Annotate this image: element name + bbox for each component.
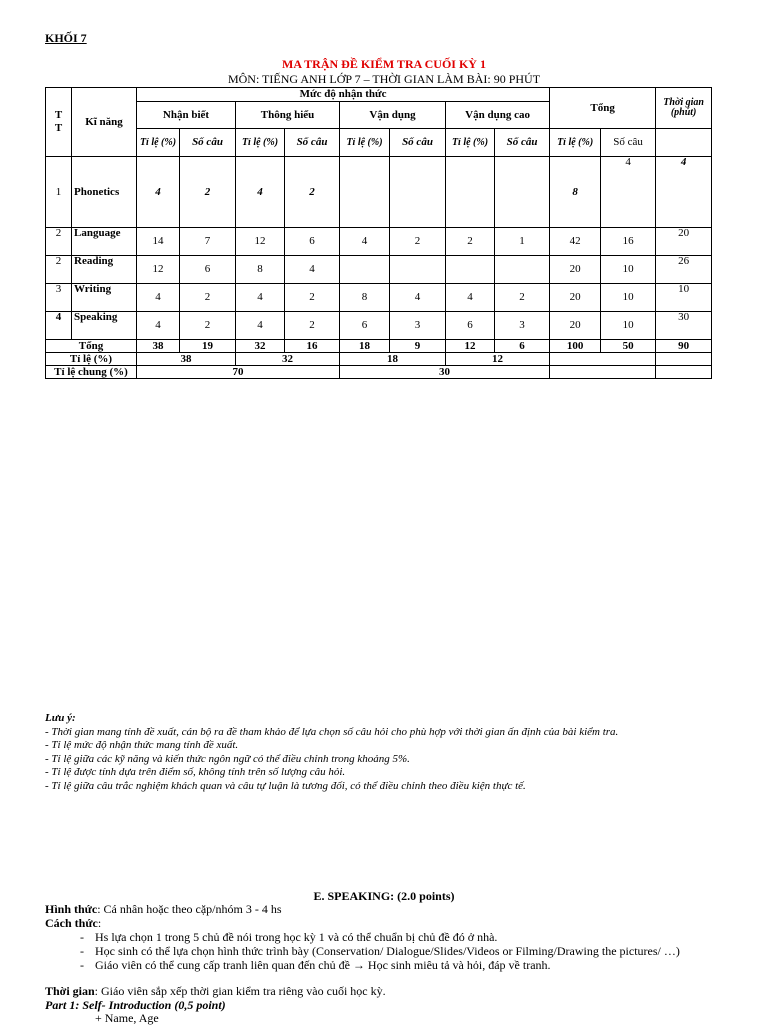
cell-value: 4 [340,228,390,256]
total-value: 16 [285,340,340,353]
header-tt: T T [46,88,72,157]
total-value: 100 [550,340,601,353]
part1-item: + Name, Age [95,1011,159,1025]
cell-time: 30 [656,312,712,340]
total-value: 38 [137,340,180,353]
method-bullet: Giáo viên có thể cung cấp tranh liên quan đến chủ đề → Học sinh miêu tả và hỏi, đáp về tranh. [95,958,551,972]
cell-value: 2 [390,228,446,256]
sub-rate: Tỉ lệ (%) [236,129,285,157]
notes-section [45,712,745,793]
level-recognition: Nhận biết [137,102,236,129]
row-tt: 4 [46,312,72,340]
cell-value: 8 [550,157,601,228]
table-row [46,312,712,340]
time-text: : Giáo viên sắp xếp thời gian kiểm tra riêng vào cuối học kỳ. [94,984,386,998]
note-item: - Tỉ lệ giữa các kỹ năng và kiến thức ngôn ngữ có thể điều chỉnh trong khoảng 5%. [45,752,410,765]
cell-value: 3 [495,312,550,340]
cell-value: 6 [446,312,495,340]
sub-rate: Tỉ lệ (%) [550,129,601,157]
part1-heading: Part 1: Self- Introduction (0,5 point) [45,998,226,1012]
ratio-row [46,353,712,366]
method-bullet: Học sinh có thể lựa chọn hình thức trình bày (Conservation/ Dialogue/Slides/Videos or Filming/Drawing the pictures/ …) [95,944,680,958]
cell-value: 12 [137,256,180,284]
sub-count: Số câu [285,129,340,157]
empty-cell [656,129,712,157]
cell-value: 4 [137,312,180,340]
total-row [46,340,712,353]
empty-cell [656,366,712,379]
total-value: 32 [236,340,285,353]
cell-value: 1 [495,228,550,256]
row-skill: Reading [72,256,137,284]
cell-value: 16 [601,228,656,256]
cell-value: 20 [550,256,601,284]
ratio-value: 32 [236,353,340,366]
general-ratio-value: 70 [137,366,340,379]
cell-time: 10 [656,284,712,312]
sub-rate: Tỉ lệ (%) [446,129,495,157]
sub-count: Số câu [390,129,446,157]
cell-value: 6 [340,312,390,340]
sub-rate: Tỉ lệ (%) [340,129,390,157]
level-application: Vận dụng [340,102,446,129]
grade-label: KHỐI 7 [45,31,87,45]
cell-value: 4 [236,312,285,340]
sub-count: Số câu [495,129,550,157]
sub-count: Số câu [601,129,656,157]
cell-value: 42 [550,228,601,256]
cell-value: 6 [180,256,236,284]
row-skill: Phonetics [72,157,137,228]
cell-value: 7 [180,228,236,256]
cell-value: 4 [285,256,340,284]
empty-cell [550,353,656,366]
level-comprehension: Thông hiểu [236,102,340,129]
cell-value [340,256,390,284]
list-item: - Hs lựa chọn 1 trong 5 chủ đề nói trong học kỳ 1 và có thể chuẩn bị chủ đề đó ở nhà. [80,930,498,944]
method-colon: : [97,916,102,930]
general-ratio-label: Tỉ lệ chung (%) [46,366,137,379]
row-tt: 2 [46,256,72,284]
notes-heading: Lưu ý: [45,712,76,724]
cell-value [495,256,550,284]
ratio-value: 18 [340,353,446,366]
total-label: Tổng [46,340,137,353]
cell-value: 4 [390,284,446,312]
cell-value [340,157,390,228]
cell-value: 2 [495,284,550,312]
cell-value: 4 [137,157,180,228]
header-time: Thời gian (phút) [656,88,712,129]
cell-value: 8 [236,256,285,284]
list-item: - Học sinh có thể lựa chọn hình thức trình bày (Conservation/ Dialogue/Slides/Videos or Filming/Drawing the pictures/ …) [80,944,680,958]
cell-value: 20 [550,312,601,340]
ratio-value: 38 [137,353,236,366]
ratio-value: 12 [446,353,550,366]
table-row [46,157,712,228]
table-row [46,228,712,256]
cell-time: 20 [656,228,712,256]
cell-value: 14 [137,228,180,256]
cell-value [390,256,446,284]
speaking-time [45,984,386,998]
form-text: : Cá nhân hoặc theo cặp/nhóm 3 - 4 hs [97,902,282,916]
ratio-label: Tỉ lệ (%) [46,353,137,366]
cell-value: 4 [137,284,180,312]
general-ratio-row [46,366,712,379]
test-matrix-table [45,87,712,379]
header-total: Tổng [550,88,656,129]
row-tt: 1 [46,157,72,228]
cell-value [446,256,495,284]
general-ratio-value: 30 [340,366,550,379]
note-item: - Tỉ lệ được tính dựa trên điểm số, không tính trên số lượng câu hỏi. [45,766,346,778]
header-cognitive-level: Mức độ nhận thức [137,88,550,102]
row-skill: Writing [72,284,137,312]
cell-value: 4 [446,284,495,312]
cell-value: 12 [236,228,285,256]
cell-value: 10 [601,284,656,312]
cell-value: 10 [601,312,656,340]
cell-value: 8 [340,284,390,312]
row-tt: 3 [46,284,72,312]
note-item: - Tỉ lệ giữa câu trắc nghiệm khách quan và câu tự luận là tương đối, có thể điều chỉnh theo điều kiện thực tế. [45,779,526,792]
list-item: - Giáo viên có thể cung cấp tranh liên quan đến chủ đề → Học sinh miêu tả và hỏi, đáp về tranh. [80,958,551,972]
level-high-application: Vận dụng cao [446,102,550,129]
note-item: - Thời gian mang tính đề xuất, cán bộ ra đề tham khảo để lựa chọn số câu hỏi cho phù hợp với thời gian ấn định của bài kiểm tra. [45,725,619,738]
cell-value: 10 [601,256,656,284]
document-subtitle: MÔN: TIẾNG ANH LỚP 7 – THỜI GIAN LÀM BÀI: 90 PHÚT [227,72,541,86]
cell-time: 26 [656,256,712,284]
form-label: Hình thức [45,902,98,916]
cell-value: 2 [180,312,236,340]
row-skill: Language [72,228,137,256]
cell-value [390,157,446,228]
row-skill: Speaking [72,312,137,340]
cell-value: 2 [285,157,340,228]
cell-value: 6 [285,228,340,256]
cell-value [446,157,495,228]
cell-value: 2 [446,228,495,256]
method-bullet: Hs lựa chọn 1 trong 5 chủ đề nói trong học kỳ 1 và có thể chuẩn bị chủ đề đó ở nhà. [95,930,498,944]
note-item: - Tỉ lệ mức độ nhận thức mang tính đề xuất. [45,739,239,751]
cell-time: 4 [656,157,712,228]
cell-value: 4 [601,157,656,228]
row-tt: 2 [46,228,72,256]
cell-value: 2 [180,284,236,312]
table-row [46,256,712,284]
header-skill: Kĩ năng [72,88,137,157]
sub-count: Số câu [180,129,236,157]
cell-value [495,157,550,228]
speaking-title: E. SPEAKING: (2.0 points) [313,889,455,903]
method-label: Cách thức [45,916,98,930]
table-row [46,284,712,312]
total-value: 19 [180,340,236,353]
cell-value: 2 [285,312,340,340]
cell-value: 2 [285,284,340,312]
total-value: 18 [340,340,390,353]
empty-cell [656,353,712,366]
total-value: 12 [446,340,495,353]
cell-value: 4 [236,157,285,228]
cell-value: 3 [390,312,446,340]
cell-value: 4 [236,284,285,312]
cell-value: 2 [180,157,236,228]
total-value: 6 [495,340,550,353]
cell-value: 20 [550,284,601,312]
speaking-method [45,916,101,930]
total-value: 9 [390,340,446,353]
sub-rate: Tỉ lệ (%) [137,129,180,157]
document-title: MA TRẬN ĐỀ KIỂM TRA CUỐI KỲ 1 [282,57,486,71]
total-value: 90 [656,340,712,353]
empty-cell [550,366,656,379]
speaking-form [45,902,282,916]
time-label: Thời gian [45,984,95,998]
total-value: 50 [601,340,656,353]
